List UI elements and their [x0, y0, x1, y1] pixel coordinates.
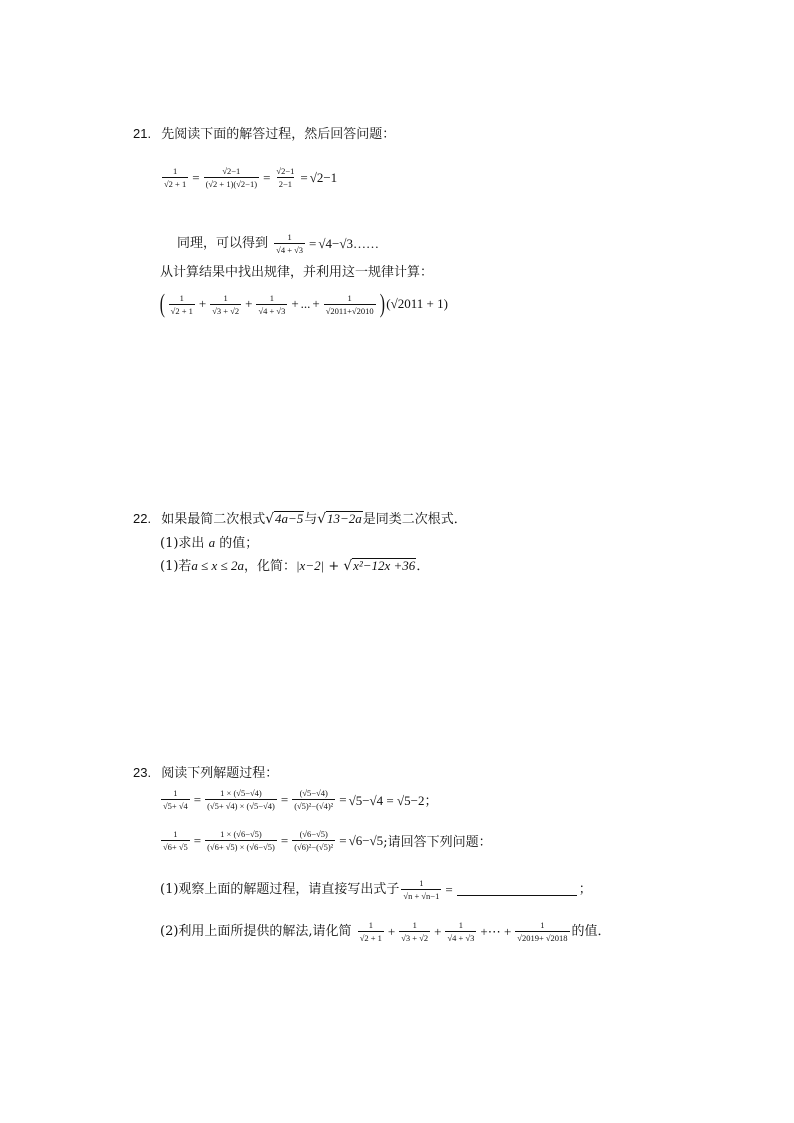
question-number: 22. — [133, 511, 152, 526]
question-stem: 先阅读下面的解答过程，然后回答问题： — [161, 127, 396, 142]
denominator: √3 + √2 — [212, 305, 240, 316]
parenthesis: ) — [379, 289, 385, 318]
q22-part1: (1)求出 a 的值； — [160, 535, 259, 551]
fraction — [324, 293, 376, 316]
operator: = — [445, 881, 453, 897]
numerator: 1 — [179, 292, 184, 303]
fraction — [210, 293, 241, 316]
operator: + — [198, 296, 207, 311]
operator: = — [280, 832, 289, 848]
fraction — [274, 166, 296, 189]
numerator: √2−1 — [276, 166, 295, 176]
fraction — [161, 788, 190, 811]
numerator: (√5−√4) — [299, 788, 328, 798]
numerator: 1 — [347, 292, 352, 303]
q21-expression: ( $\frac{1}{√2 + 1}$ + $\frac{1}{√3 + √2}$ + $\frac{1}{√4 + √3}$ + ... + $\frac{1}{√2011+√2010}$ ) (√2011 + 1) — [159, 289, 448, 318]
fraction — [169, 293, 195, 316]
operator: + — [434, 923, 442, 939]
parenthesis: ( — [159, 289, 165, 318]
numerator: 1 — [269, 292, 275, 303]
numerator: 1 — [223, 292, 228, 303]
operator: = — [263, 169, 271, 185]
fraction — [204, 166, 260, 189]
numerator: 1 × (√6−√5) — [220, 829, 262, 839]
result: √2−1 — [309, 169, 338, 185]
denominator: √2 + 1 — [170, 305, 193, 316]
operator: = — [339, 832, 347, 848]
numerator: 1 — [419, 878, 424, 888]
radical — [317, 511, 362, 526]
q21-task-text: 从计算结果中找出规律，并利用这一规律计算： — [160, 265, 434, 280]
radical — [265, 511, 304, 526]
operator: + — [291, 296, 299, 311]
denominator: √4 + √3 — [276, 245, 304, 255]
q23-example-line-1: $\frac{1}{√5+ √4}$ = $\frac{1 \times (√5-√4)}{(√5+ √4) \times (√5-√4)}$ = $\frac{(√5-√4)}{\text{(√5)²−(√4)²}}$ = √5−√4 = √5−2； — [163, 788, 438, 811]
q21-example-line — [160, 166, 337, 189]
question-number: 23. — [133, 765, 152, 780]
denominator: (√2 + 1)(√2−1) — [205, 179, 258, 189]
radical-sign: √ — [343, 558, 353, 574]
q22-part2: (1)若a ≤ x ≤ 2a，化简：|x−2| + √ x²−12x +36 ． — [160, 558, 430, 574]
denominator: √4 + √3 — [447, 933, 475, 943]
radicand: x²−12x +36 — [353, 558, 416, 574]
denominator: (√5+ √4) × (√5−√4) — [207, 801, 275, 811]
fraction — [515, 920, 569, 943]
denominator: √6+ √5 — [163, 842, 188, 852]
operator: + — [387, 923, 396, 939]
question-number: 21. — [133, 126, 152, 141]
math-expression — [356, 920, 572, 943]
math-expression: $\frac{1}{√4 + √3}$ = √4−√3…… — [276, 232, 379, 255]
denominator: √2 + 1 — [164, 179, 187, 189]
fraction — [358, 920, 384, 943]
numerator: 1 — [173, 829, 178, 839]
radical — [343, 558, 416, 573]
math-variable: a — [208, 535, 216, 550]
fraction — [401, 878, 441, 901]
denominator: (√6+ √5) × (√6−√5) — [207, 842, 275, 852]
denominator: √2011+√2010 — [325, 305, 374, 316]
radical-sign: √ — [265, 511, 274, 527]
operator: = — [309, 235, 317, 251]
math-variable: a ≤ x ≤ 2a — [191, 558, 244, 573]
fraction — [256, 293, 287, 316]
denominator: √5+ √4 — [163, 801, 188, 811]
operator: + — [245, 296, 253, 311]
operator: = — [339, 791, 347, 807]
denominator: (√5)²−(√4)² — [294, 801, 334, 811]
fraction — [205, 829, 277, 852]
radical-sign: √ — [317, 511, 326, 527]
denominator: √3 + √2 — [401, 933, 429, 943]
math-variable: |x−2| — [295, 558, 325, 573]
radicand: 13−2a — [326, 511, 362, 527]
denominator: √2019+ √2018 — [517, 933, 568, 943]
denominator: √n + √n−1 — [403, 891, 440, 901]
numerator: 1 — [173, 788, 178, 798]
numerator: 1 — [458, 920, 464, 930]
q23-example-line-2: $\frac{1}{√6+ √5}$ = $\frac{1 \times (√6-√5)}{(√6+ √5) \times (√6-√5)}$ = $\frac{(√6-√5)}{\text{(√6)²−(√5)²}}$ = √6−√5 ;请回答下列问题： — [163, 829, 492, 852]
operator: = — [300, 169, 308, 185]
q23-part1: (1)观察上面的解题过程，请直接写出式子 $\frac{1}{√n + √n-1}$ = ； — [160, 878, 592, 901]
fraction — [445, 920, 476, 943]
question-23-header: 23. 阅读下列解题过程： — [133, 765, 279, 781]
operator: = — [280, 791, 289, 807]
fraction — [399, 920, 430, 943]
denominator: 2−1 — [278, 179, 293, 189]
answer-blank[interactable] — [457, 883, 577, 896]
fraction — [292, 829, 335, 852]
numerator: 1 — [172, 166, 178, 176]
question-22-header: 22. 如果最简二次根式 √ 4a−5 与 √ 13−2a 是同类二次根式． — [133, 511, 467, 527]
fraction — [162, 166, 188, 189]
numerator: 1 — [540, 920, 545, 930]
question-21-header — [133, 126, 395, 143]
operator: = — [193, 791, 202, 807]
math-expression — [399, 878, 454, 901]
denominator: (√6)²−(√5)² — [294, 842, 334, 852]
denominator: √2 + 1 — [359, 933, 382, 943]
operator: = — [192, 169, 200, 185]
denominator: √4 + √3 — [258, 305, 286, 316]
numerator: (√6−√5) — [299, 829, 328, 839]
numerator: 1 — [368, 920, 373, 930]
numerator: 1 — [287, 232, 292, 242]
numerator: √2−1 — [222, 166, 241, 176]
fraction — [274, 232, 305, 255]
q23-part2: (2)利用上面所提供的解法,请化简 $\frac{1}{√2 + 1}$ + $\frac{1}{√3 + √2}$ + $\frac{1}{√4 + √3}$ +⋯ + $\frac{1}{√2019+ √2018}$ 的值． — [160, 920, 611, 943]
numerator: 1 × (√5−√4) — [220, 788, 262, 798]
numerator: 1 — [412, 920, 417, 930]
operator: +⋯ + — [480, 923, 512, 939]
fraction — [292, 788, 335, 811]
fraction — [161, 829, 190, 852]
radicand: 4a−5 — [274, 511, 304, 527]
operator: = — [193, 832, 202, 848]
q21-similar-line: 同理，可以得到 $\frac{1}{√4 + √3}$ = √4−√3…… — [177, 232, 379, 255]
fraction — [205, 788, 277, 811]
operator: + — [312, 296, 320, 311]
